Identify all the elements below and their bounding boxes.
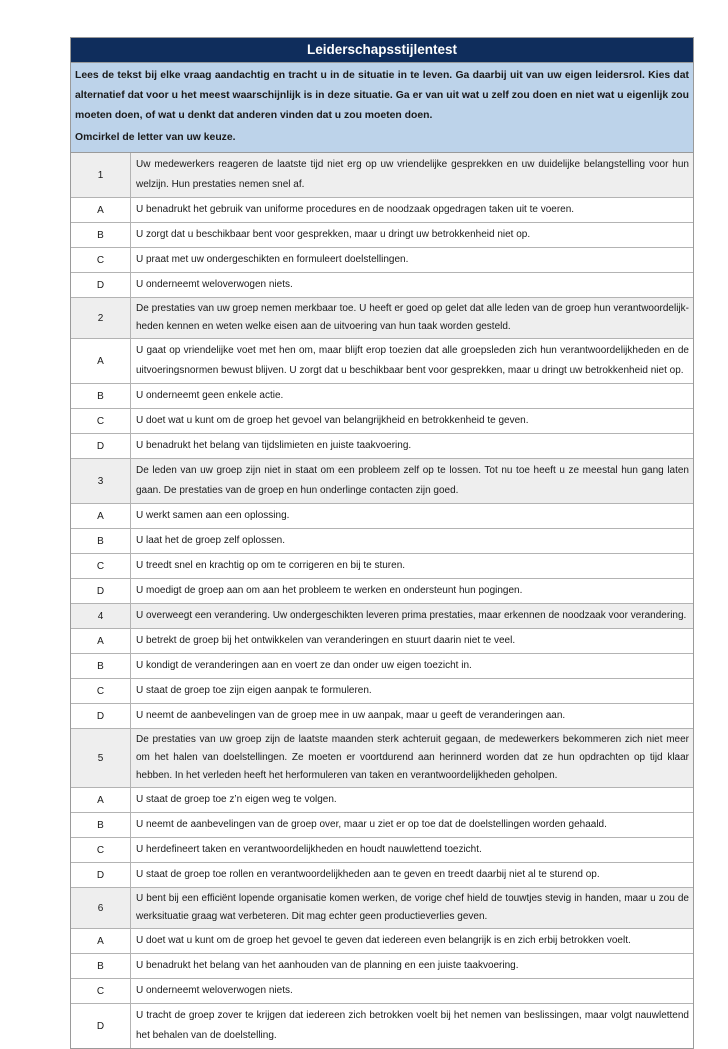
option-letter[interactable]: C — [71, 554, 131, 579]
question-text: De prestaties van uw groep zijn de laatste maanden sterk achteruit gegaan, de medewerkers bekommeren zich niet meer om het halen van doelstellingen. Ze moeten er voortdurend aan herinnerd worden dat ze hun opdrachten op tijd klaar hebben. In het verleden heeft het herformuleren van taken en verantwoordelijkheden geholpen. — [131, 729, 694, 788]
option-row[interactable] — [71, 954, 693, 979]
option-letter[interactable]: D — [71, 434, 131, 459]
option-text: U benadrukt het gebruik van uniforme procedures en de noodzaak opgedragen taken uit te voeren. — [131, 198, 694, 223]
question-text: U overweegt een verandering. Uw ondergeschikten leveren prima prestaties, maar erkennen de noodzaak voor verandering. — [131, 604, 694, 629]
option-text: U zorgt dat u beschikbaar bent voor gesprekken, maar u dringt uw betrokkenheid niet op. — [131, 223, 694, 248]
option-letter[interactable]: D — [71, 1004, 131, 1049]
option-text: U treedt snel en krachtig op om te corrigeren en bij te sturen. — [131, 554, 694, 579]
instructions-panel — [71, 63, 693, 153]
option-text: U neemt de aanbevelingen van de groep over, maar u ziet er op toe dat de doelstellingen worden gehaald. — [131, 813, 694, 838]
option-text: U onderneemt geen enkele actie. — [131, 384, 694, 409]
option-text: U benadrukt het belang van tijdslimieten en juiste taakvoering. — [131, 434, 694, 459]
option-letter[interactable]: A — [71, 629, 131, 654]
question-row — [71, 298, 693, 339]
option-row[interactable] — [71, 629, 693, 654]
option-letter[interactable]: B — [71, 223, 131, 248]
option-letter[interactable]: C — [71, 979, 131, 1004]
option-row[interactable] — [71, 579, 693, 604]
option-row[interactable] — [71, 929, 693, 954]
option-text: U tracht de groep zover te krijgen dat iedereen zich betrokken voelt bij het nemen van beslissingen, maar volgt nauwlettend het behalen van de doelstelling. — [136, 1010, 689, 1041]
option-letter[interactable]: A — [71, 929, 131, 954]
option-row[interactable] — [71, 504, 693, 529]
questionnaire-sheet — [70, 37, 694, 1049]
option-row[interactable] — [71, 273, 693, 298]
option-row[interactable] — [71, 704, 693, 729]
questions-table — [71, 153, 693, 1048]
question-number: 3 — [71, 459, 131, 504]
option-letter[interactable]: A — [71, 198, 131, 223]
option-letter[interactable]: B — [71, 529, 131, 554]
option-letter[interactable]: C — [71, 679, 131, 704]
option-row[interactable] — [71, 554, 693, 579]
option-text: U kondigt de veranderingen aan en voert ze dan onder uw eigen toezicht in. — [131, 654, 694, 679]
question-row — [71, 729, 693, 788]
option-row[interactable] — [71, 529, 693, 554]
option-text: U betrekt de groep bij het ontwikkelen van veranderingen en stuurt daarin niet te veel. — [131, 629, 694, 654]
option-letter[interactable]: D — [71, 579, 131, 604]
option-letter[interactable]: C — [71, 838, 131, 863]
option-row[interactable] — [71, 434, 693, 459]
option-letter[interactable]: B — [71, 954, 131, 979]
question-text: De prestaties van uw groep nemen merkbaar toe. U heeft er goed op gelet dat alle leden van de groep hun verantwoordelijk-heden kennen en weten welke eisen aan de uitvoering van hun taak worden gesteld. — [131, 298, 694, 339]
question-number: 1 — [71, 153, 131, 198]
question-number: 5 — [71, 729, 131, 788]
option-text: U neemt de aanbevelingen van de groep mee in uw aanpak, maar u geeft de veranderingen aan. — [131, 704, 694, 729]
option-text: U doet wat u kunt om de groep het gevoel van belangrijkheid en betrokkenheid te geven. — [131, 409, 694, 434]
option-row[interactable] — [71, 198, 693, 223]
option-text: U staat de groep toe rollen en verantwoordelijkheden aan te geven en treedt daarbij niet al te sturend op. — [131, 863, 694, 888]
option-letter[interactable]: B — [71, 813, 131, 838]
option-row[interactable] — [71, 863, 693, 888]
option-row[interactable] — [71, 838, 693, 863]
option-letter[interactable]: A — [71, 339, 131, 384]
option-text: U doet wat u kunt om de groep het gevoel te geven dat iedereen even belangrijk is en zich erbij betrokken voelt. — [131, 929, 694, 954]
question-text: Uw medewerkers reageren de laatste tijd niet erg op uw vriendelijke gesprekken en uw duidelijke belangstelling voor hun welzijn. Hun prestaties nemen snel af. — [131, 153, 694, 198]
question-row — [71, 888, 693, 929]
question-number: 4 — [71, 604, 131, 629]
option-letter[interactable]: A — [71, 788, 131, 813]
question-row — [71, 604, 693, 629]
question-row — [71, 153, 693, 198]
option-letter[interactable]: B — [71, 384, 131, 409]
option-row[interactable] — [71, 409, 693, 434]
option-text: U werkt samen aan een oplossing. — [131, 504, 694, 529]
option-letter[interactable]: C — [71, 248, 131, 273]
option-row[interactable] — [71, 339, 693, 384]
option-letter[interactable]: D — [71, 863, 131, 888]
option-letter[interactable]: C — [71, 409, 131, 434]
option-row[interactable] — [71, 788, 693, 813]
instruction-text: Omcirkel de letter van uw keuze. — [75, 132, 236, 143]
option-row[interactable] — [71, 248, 693, 273]
option-letter[interactable]: A — [71, 504, 131, 529]
option-text: U gaat op vriendelijke voet met hen om, maar blijft erop toezien dat alle groepsleden zich hun verantwoordelijkheden en de uitvoeringsnormen bewust blijven. U zorgt dat u beschikbaar bent voor gesprekken, maar u dringt uw betrokkenheid niet op. — [131, 339, 694, 384]
question-number: 6 — [71, 888, 131, 929]
option-text: U laat het de groep zelf oplossen. — [131, 529, 694, 554]
question-number: 2 — [71, 298, 131, 339]
page-title: Leiderschapsstijlentest — [71, 38, 693, 63]
option-text: U benadrukt het belang van het aanhouden van de planning en een juiste taakvoering. — [131, 954, 694, 979]
option-row[interactable] — [71, 384, 693, 409]
option-text: U staat de groep toe z’n eigen weg te volgen. — [131, 788, 694, 813]
option-row[interactable] — [71, 1004, 693, 1049]
question-text: De leden van uw groep zijn niet in staat om een probleem zelf op te lossen. Tot nu toe heeft u ze meestal hun gang laten gaan. De prestaties van de groep en hun onderlinge contacten zijn goed. — [131, 459, 694, 504]
option-row[interactable] — [71, 223, 693, 248]
question-text: U bent bij een efficiënt lopende organisatie komen werken, de vorige chef hield de touwtjes stevig in handen, maar u zou de werksituatie graag wat verbeteren. Dit mag echter geen productieverlies geven. — [131, 888, 694, 929]
option-text: U onderneemt weloverwogen niets. — [131, 979, 694, 1004]
option-text: U herdefineert taken en verantwoordelijkheden en houdt nauwlettend toezicht. — [131, 838, 694, 863]
option-text: U onderneemt weloverwogen niets. — [131, 273, 694, 298]
option-letter[interactable]: B — [71, 654, 131, 679]
question-row — [71, 459, 693, 504]
intro-text: Lees de tekst bij elke vraag aandachtig en tracht u in de situatie in te leven. Ga daarbij uit van uw eigen leidersrol. Kies dat alternatief dat voor u het meest waarschijnlijk is in deze situatie. Ga er van uit wat u zelf zou doen en niet wat u eigenlijk zou moeten doen, of wat u denkt dat anderen vinden dat u zou moeten doen. — [75, 70, 689, 121]
option-text: U staat de groep toe zijn eigen aanpak te formuleren. — [131, 679, 694, 704]
option-text: U moedigt de groep aan om aan het probleem te werken en ondersteunt hun pogingen. — [131, 579, 694, 604]
option-row[interactable] — [71, 679, 693, 704]
option-row[interactable] — [71, 813, 693, 838]
option-row[interactable] — [71, 654, 693, 679]
option-text: U praat met uw ondergeschikten en formuleert doelstellingen. — [131, 248, 694, 273]
option-row[interactable] — [71, 979, 693, 1004]
option-letter[interactable]: D — [71, 273, 131, 298]
option-letter[interactable]: D — [71, 704, 131, 729]
